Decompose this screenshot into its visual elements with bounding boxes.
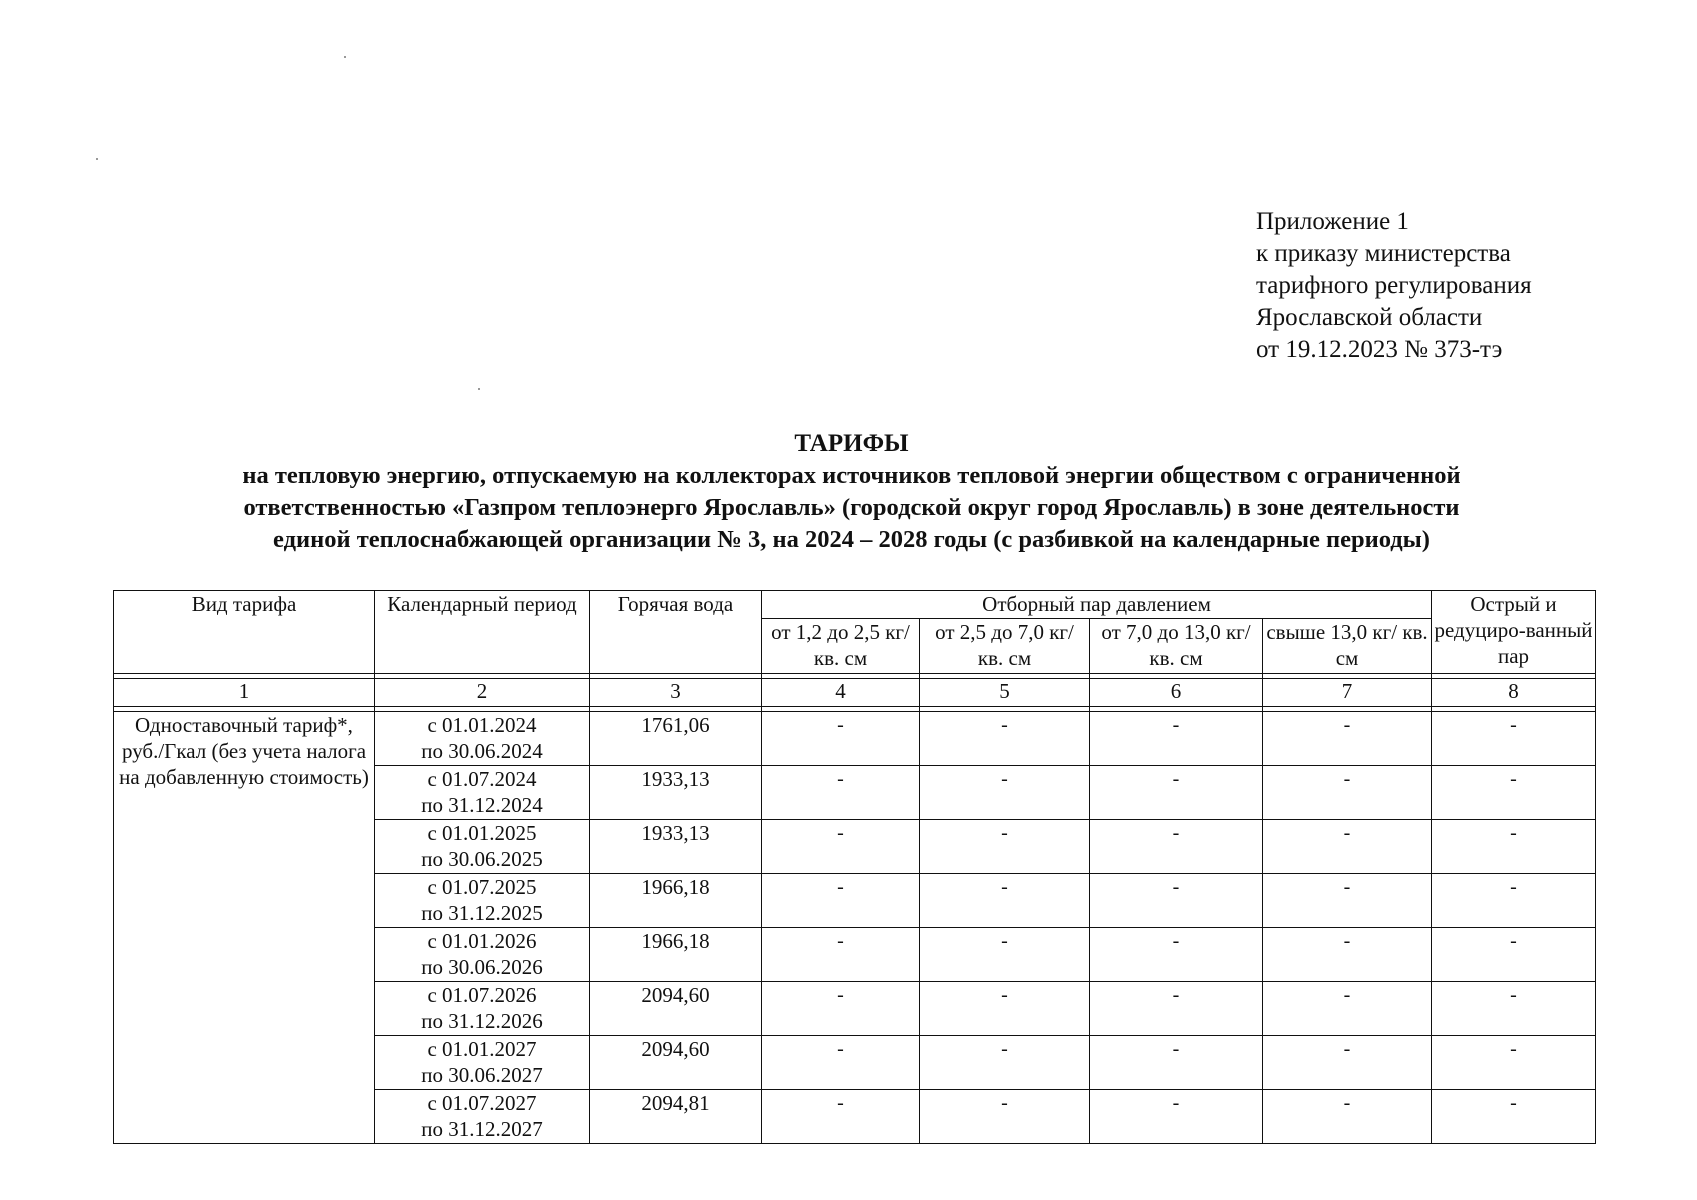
header-steam-col: от 2,5 до 7,0 кг/ кв. см bbox=[920, 619, 1090, 674]
hot-water-value: 2094,81 bbox=[590, 1090, 762, 1144]
hot-water-value: 1761,06 bbox=[590, 712, 762, 766]
steam-value: - bbox=[920, 874, 1090, 928]
steam-value: - bbox=[1263, 874, 1432, 928]
steam-value: - bbox=[762, 874, 920, 928]
scan-speck bbox=[96, 158, 98, 160]
steam-value: - bbox=[1263, 982, 1432, 1036]
period-cell bbox=[375, 982, 590, 1036]
column-number: 7 bbox=[1263, 679, 1432, 707]
steam-value: - bbox=[1090, 820, 1263, 874]
appendix-line: к приказу министерства bbox=[1256, 240, 1511, 267]
steam-value: - bbox=[762, 1090, 920, 1144]
sharp-steam-value: - bbox=[1432, 928, 1596, 982]
steam-value: - bbox=[1090, 982, 1263, 1036]
column-number: 8 bbox=[1432, 679, 1596, 707]
steam-value: - bbox=[920, 1036, 1090, 1090]
column-number-row bbox=[114, 679, 1596, 707]
steam-value: - bbox=[1090, 928, 1263, 982]
scan-speck bbox=[344, 56, 346, 58]
steam-value: - bbox=[1263, 928, 1432, 982]
sharp-steam-value: - bbox=[1432, 1036, 1596, 1090]
hot-water-value: 1933,13 bbox=[590, 766, 762, 820]
period-to: по 31.12.2027 bbox=[421, 1117, 543, 1141]
sharp-steam-value: - bbox=[1432, 766, 1596, 820]
sharp-steam-value: - bbox=[1432, 712, 1596, 766]
period-from: с 01.07.2026 bbox=[427, 983, 537, 1007]
period-cell bbox=[375, 1090, 590, 1144]
appendix-line: Ярославской области bbox=[1256, 304, 1483, 331]
steam-value: - bbox=[920, 820, 1090, 874]
period-to: по 31.12.2025 bbox=[421, 901, 543, 925]
steam-value: - bbox=[920, 1090, 1090, 1144]
period-from: с 01.01.2026 bbox=[427, 929, 537, 953]
title-line: на тепловую энергию, отпускаемую на коллекторах источников тепловой энергии обществом с ограниченной bbox=[242, 462, 1461, 489]
column-number: 1 bbox=[114, 679, 375, 707]
steam-value: - bbox=[920, 982, 1090, 1036]
steam-value: - bbox=[920, 766, 1090, 820]
period-cell bbox=[375, 874, 590, 928]
scan-speck bbox=[478, 388, 480, 390]
steam-value: - bbox=[762, 982, 920, 1036]
header-period: Календарный период bbox=[375, 591, 590, 674]
hot-water-value: 2094,60 bbox=[590, 982, 762, 1036]
steam-value: - bbox=[1090, 712, 1263, 766]
title-line: ответственностью «Газпром теплоэнерго Ярославль» (городской округ город Ярославль) в зоне деятельности bbox=[243, 494, 1460, 521]
steam-value: - bbox=[1090, 1036, 1263, 1090]
steam-value: - bbox=[762, 766, 920, 820]
column-number: 6 bbox=[1090, 679, 1263, 707]
steam-value: - bbox=[920, 928, 1090, 982]
column-number: 5 bbox=[920, 679, 1090, 707]
steam-value: - bbox=[1263, 1036, 1432, 1090]
sharp-steam-value: - bbox=[1432, 982, 1596, 1036]
period-cell bbox=[375, 928, 590, 982]
period-to: по 30.06.2025 bbox=[421, 847, 543, 871]
steam-value: - bbox=[1090, 1090, 1263, 1144]
hot-water-value: 1933,13 bbox=[590, 820, 762, 874]
period-cell bbox=[375, 712, 590, 766]
header-sharp-steam: Острый и редуциро-ванный пар bbox=[1432, 591, 1596, 674]
appendix-line: Приложение 1 bbox=[1256, 208, 1409, 235]
period-to: по 30.06.2026 bbox=[421, 955, 543, 979]
steam-value: - bbox=[762, 820, 920, 874]
steam-value: - bbox=[1090, 766, 1263, 820]
sharp-steam-value: - bbox=[1432, 820, 1596, 874]
tariff-table bbox=[113, 590, 1596, 1144]
header-steam-col: от 1,2 до 2,5 кг/ кв. см bbox=[762, 619, 920, 674]
sharp-steam-value: - bbox=[1432, 874, 1596, 928]
document-title bbox=[70, 428, 1633, 556]
period-to: по 31.12.2026 bbox=[421, 1009, 543, 1033]
steam-value: - bbox=[1263, 766, 1432, 820]
steam-value: - bbox=[762, 1036, 920, 1090]
hot-water-value: 1966,18 bbox=[590, 928, 762, 982]
header-steam-group: Отборный пар давлением bbox=[762, 591, 1432, 619]
period-from: с 01.01.2027 bbox=[427, 1037, 537, 1061]
appendix-note bbox=[1256, 206, 1676, 366]
title-heading: ТАРИФЫ bbox=[794, 430, 909, 457]
sharp-steam-value: - bbox=[1432, 1090, 1596, 1144]
period-to: по 30.06.2024 bbox=[421, 739, 543, 763]
steam-value: - bbox=[1263, 712, 1432, 766]
appendix-line: тарифного регулирования bbox=[1256, 272, 1532, 299]
header-hot-water: Горячая вода bbox=[590, 591, 762, 674]
period-from: с 01.07.2024 bbox=[427, 767, 537, 791]
appendix-line: от 19.12.2023 № 373-тэ bbox=[1256, 336, 1503, 363]
steam-value: - bbox=[1263, 820, 1432, 874]
column-number: 3 bbox=[590, 679, 762, 707]
period-cell bbox=[375, 766, 590, 820]
title-line: единой теплоснабжающей организации № 3, на 2024 – 2028 годы (с разбивкой на календарные периоды) bbox=[273, 526, 1430, 553]
steam-value: - bbox=[1090, 874, 1263, 928]
period-cell bbox=[375, 1036, 590, 1090]
hot-water-value: 2094,60 bbox=[590, 1036, 762, 1090]
steam-value: - bbox=[762, 928, 920, 982]
period-from: с 01.07.2027 bbox=[427, 1091, 537, 1115]
header-row bbox=[114, 591, 1596, 619]
period-from: с 01.07.2025 bbox=[427, 875, 537, 899]
period-cell bbox=[375, 820, 590, 874]
hot-water-value: 1966,18 bbox=[590, 874, 762, 928]
header-tariff-type: Вид тарифа bbox=[114, 591, 375, 674]
period-from: с 01.01.2024 bbox=[427, 713, 537, 737]
period-to: по 30.06.2027 bbox=[421, 1063, 543, 1087]
period-from: с 01.01.2025 bbox=[427, 821, 537, 845]
steam-value: - bbox=[762, 712, 920, 766]
tariff-type-cell: Одноставочный тариф*, руб./Гкал (без учета налога на добавленную стоимость) bbox=[114, 712, 375, 1144]
header-steam-col: свыше 13,0 кг/ кв. см bbox=[1263, 619, 1432, 674]
header-steam-col: от 7,0 до 13,0 кг/ кв. см bbox=[1090, 619, 1263, 674]
steam-value: - bbox=[920, 712, 1090, 766]
table-row bbox=[114, 712, 1596, 766]
period-to: по 31.12.2024 bbox=[421, 793, 543, 817]
column-number: 2 bbox=[375, 679, 590, 707]
steam-value: - bbox=[1263, 1090, 1432, 1144]
column-number: 4 bbox=[762, 679, 920, 707]
